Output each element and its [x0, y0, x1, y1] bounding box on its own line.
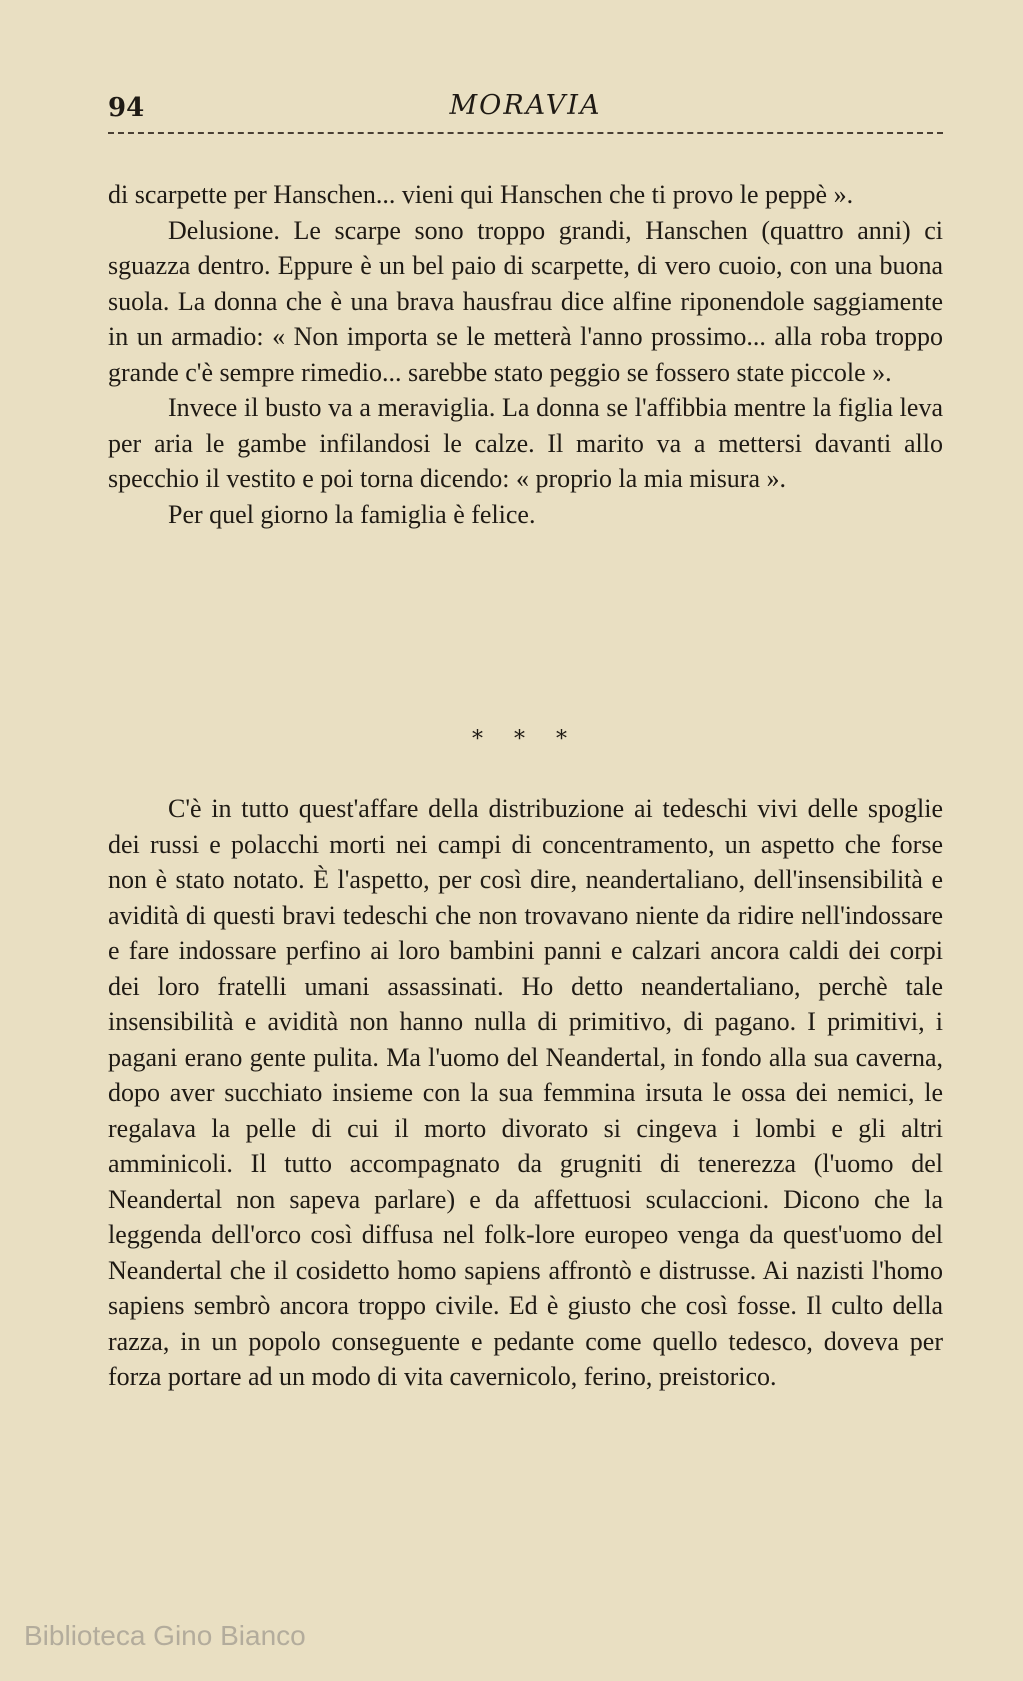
page-number: 94: [108, 93, 145, 123]
paragraph: Per quel giorno la famiglia è felice.: [168, 499, 536, 529]
paragraph: C'è in tutto quest'affare della distribuzione ai tedeschi vivi delle spoglie dei russi e polacchi morti nei campi di concentramento, un aspetto che forse non è stato notato. È l'aspetto, per così dire, neandertaliano, dell'insensibilità e avidità di questi bravi tedeschi che non trovavano niente da ridire nell'indossare e fare indossare perfino ai loro bambini panni e calzari ancora caldi dei corpi dei loro fratelli umani assassinati. Ho detto neandertaliano, perchè tale insensibilità e avidità non hanno nulla di primitivo, di pagano. I primitivi, i pagani erano gente pulita. Ma l'uomo del Neandertal, in fondo alla sua caverna, dopo aver succhiato insieme con la sua femmina irsuta le ossa dei nemici, le regalava la pelle di cui il morto divorato si cingeva i lombi e gli altri amminicoli. Il tutto accompagnato da grugniti di tenerezza (l'uomo del Neandertal non sapeva parlare) e da affettuosi sculaccioni. Dicono che la leggenda dell'orco così diffusa nel folk-lore europeo venga da quest'uomo del Neandertal che il cosidetto homo sapiens affrontò e distrusse. Ai nazisti l'homo sapiens sembrò ancora troppo civile. Ed è giusto che così fosse. Il culto della razza, in un popolo conseguente e pedante come quello tedesco, doveva per forza portare ad un modo di vita cavernicolo, ferino, preistorico.: [108, 794, 943, 1391]
text-section-1: [108, 177, 943, 532]
running-title: MORAVIA: [449, 90, 602, 121]
paragraph: Delusione. Le scarpe sono troppo grandi, Hanschen (quattro anni) ci sguazza dentro. Eppure è un bel paio di scarpette, di vero cuoio, con una buona suola. La donna che è una brava hausfrau dice alfine riponendole saggiamente in un armadio: « Non importa se le metterà l'anno prossimo... alla roba troppo grande c'è sempre rimedio... sarebbe stato peggio se fossero state piccole ».: [108, 215, 943, 387]
library-watermark: Biblioteca Gino Bianco: [24, 1620, 306, 1651]
text-section-2: [108, 791, 943, 1395]
page-header: [108, 88, 943, 132]
section-separator: * * *: [472, 727, 579, 752]
header-rule: [108, 132, 943, 134]
paragraph: Invece il busto va a meraviglia. La donna se l'affibbia mentre la figlia leva per aria le gambe infilandosi le calze. Il marito va a mettersi davanti allo specchio il vestito e poi torna dicendo: « proprio la mia misura ».: [108, 393, 943, 493]
paragraph: di scarpette per Hanschen... vieni qui Hanschen che ti provo le peppè ».: [108, 180, 854, 209]
